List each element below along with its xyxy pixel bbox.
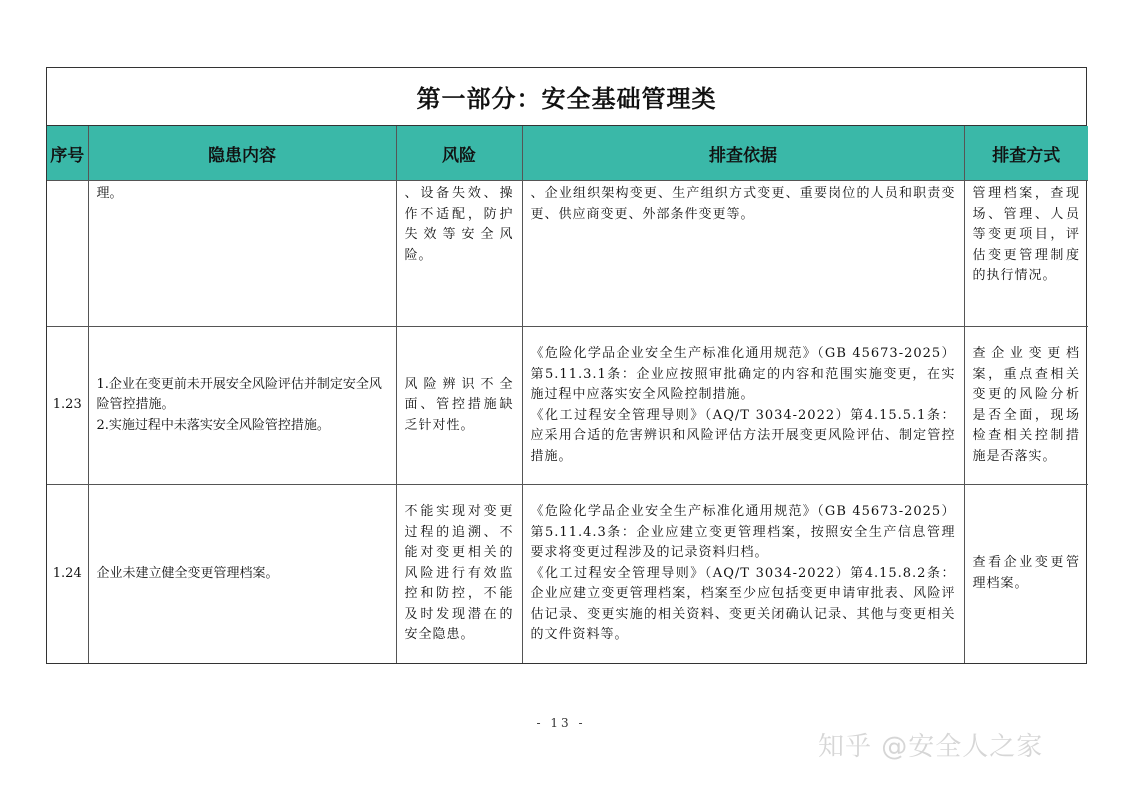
table-row: [47, 485, 1088, 663]
watermark-text: 知乎 @安全人之家: [818, 732, 1044, 762]
header-hazard: 隐患内容: [88, 126, 396, 181]
row-method: 查看企业变更管理档案。: [964, 485, 1088, 663]
table-row: [47, 327, 1088, 485]
basis-paragraph: 《危险化学品企业安全生产标准化通用规范》（GB 45673-2025）第5.11.3.1条：企业应按照审批确定的内容和范围实施变更，在实施过程中应落实安全风险控制措施。: [530, 346, 956, 402]
row-basis: [522, 327, 964, 485]
header-basis: 排查依据: [522, 126, 964, 181]
hazard-line: 理。: [96, 186, 123, 201]
row-hazard: [88, 485, 396, 663]
basis-paragraph: 、企业组织架构变更、生产组织方式变更、重要岗位的人员和职责变更、供应商变更、外部条件变更等。: [530, 186, 956, 222]
table-row: [47, 181, 1088, 327]
row-basis: [522, 181, 964, 327]
header-method: 排查方式: [964, 126, 1088, 181]
row-risk: 不能实现对变更过程的追溯、不能对变更相关的风险进行有效监控和防控，不能及时发现潜在的安全隐患。: [396, 485, 522, 663]
page-number: - 13 -: [536, 716, 586, 730]
basis-paragraph: 《化工过程安全管理导则》（AQ/T 3034-2022）第4.15.5.1条：应采用合适的危害辨识和风险评估方法开展变更风险评估、制定管控措施。: [530, 407, 956, 464]
basis-paragraph: 《危险化学品企业安全生产标准化通用规范》（GB 45673-2025）第5.11.4.3条：企业应建立变更管理档案，按照安全生产信息管理要求将变更过程涉及的记录资料归档。: [530, 504, 956, 560]
header-seq: 序号: [47, 126, 88, 181]
row-seq: [47, 181, 88, 327]
header-risk: 风险: [396, 126, 522, 181]
row-risk: 、设备失效、操作不适配，防护失效等安全风险。: [396, 181, 522, 327]
row-risk: 风险辨识不全面、管控措施缺乏针对性。: [396, 327, 522, 485]
row-seq: 1.24: [47, 485, 88, 663]
section-title: 第一部分：安全基础管理类: [47, 68, 1086, 126]
row-method: 查企业变更档案，重点查相关变更的风险分析是否全面，现场检查相关控制措施是否落实。: [964, 327, 1088, 485]
row-seq: 1.23: [47, 327, 88, 485]
hazard-line: 2.实施过程中未落实安全风险管控措施。: [96, 417, 330, 433]
basis-paragraph: 《化工过程安全管理导则》（AQ/T 3034-2022）第4.15.8.2条：企业应建立变更管理档案，档案至少应包括变更申请审批表、风险评估记录、变更实施的相关资料、变更关闭确认记录、其他与变更相关的文件资料等。: [530, 565, 956, 642]
row-hazard: [88, 181, 396, 327]
hazard-line: 企业未建立健全变更管理档案。: [96, 565, 279, 581]
row-basis: [522, 485, 964, 663]
row-hazard: [88, 327, 396, 485]
inspection-table-sheet: [46, 67, 1087, 664]
hazard-table: [47, 126, 1088, 663]
row-method: 管理档案，查现场、管理、人员等变更项目，评估变更管理制度的执行情况。: [964, 181, 1088, 327]
hazard-line: 1.企业在变更前未开展安全风险评估并制定安全风险管控措施。: [96, 376, 382, 413]
table-header-row: [47, 126, 1088, 181]
